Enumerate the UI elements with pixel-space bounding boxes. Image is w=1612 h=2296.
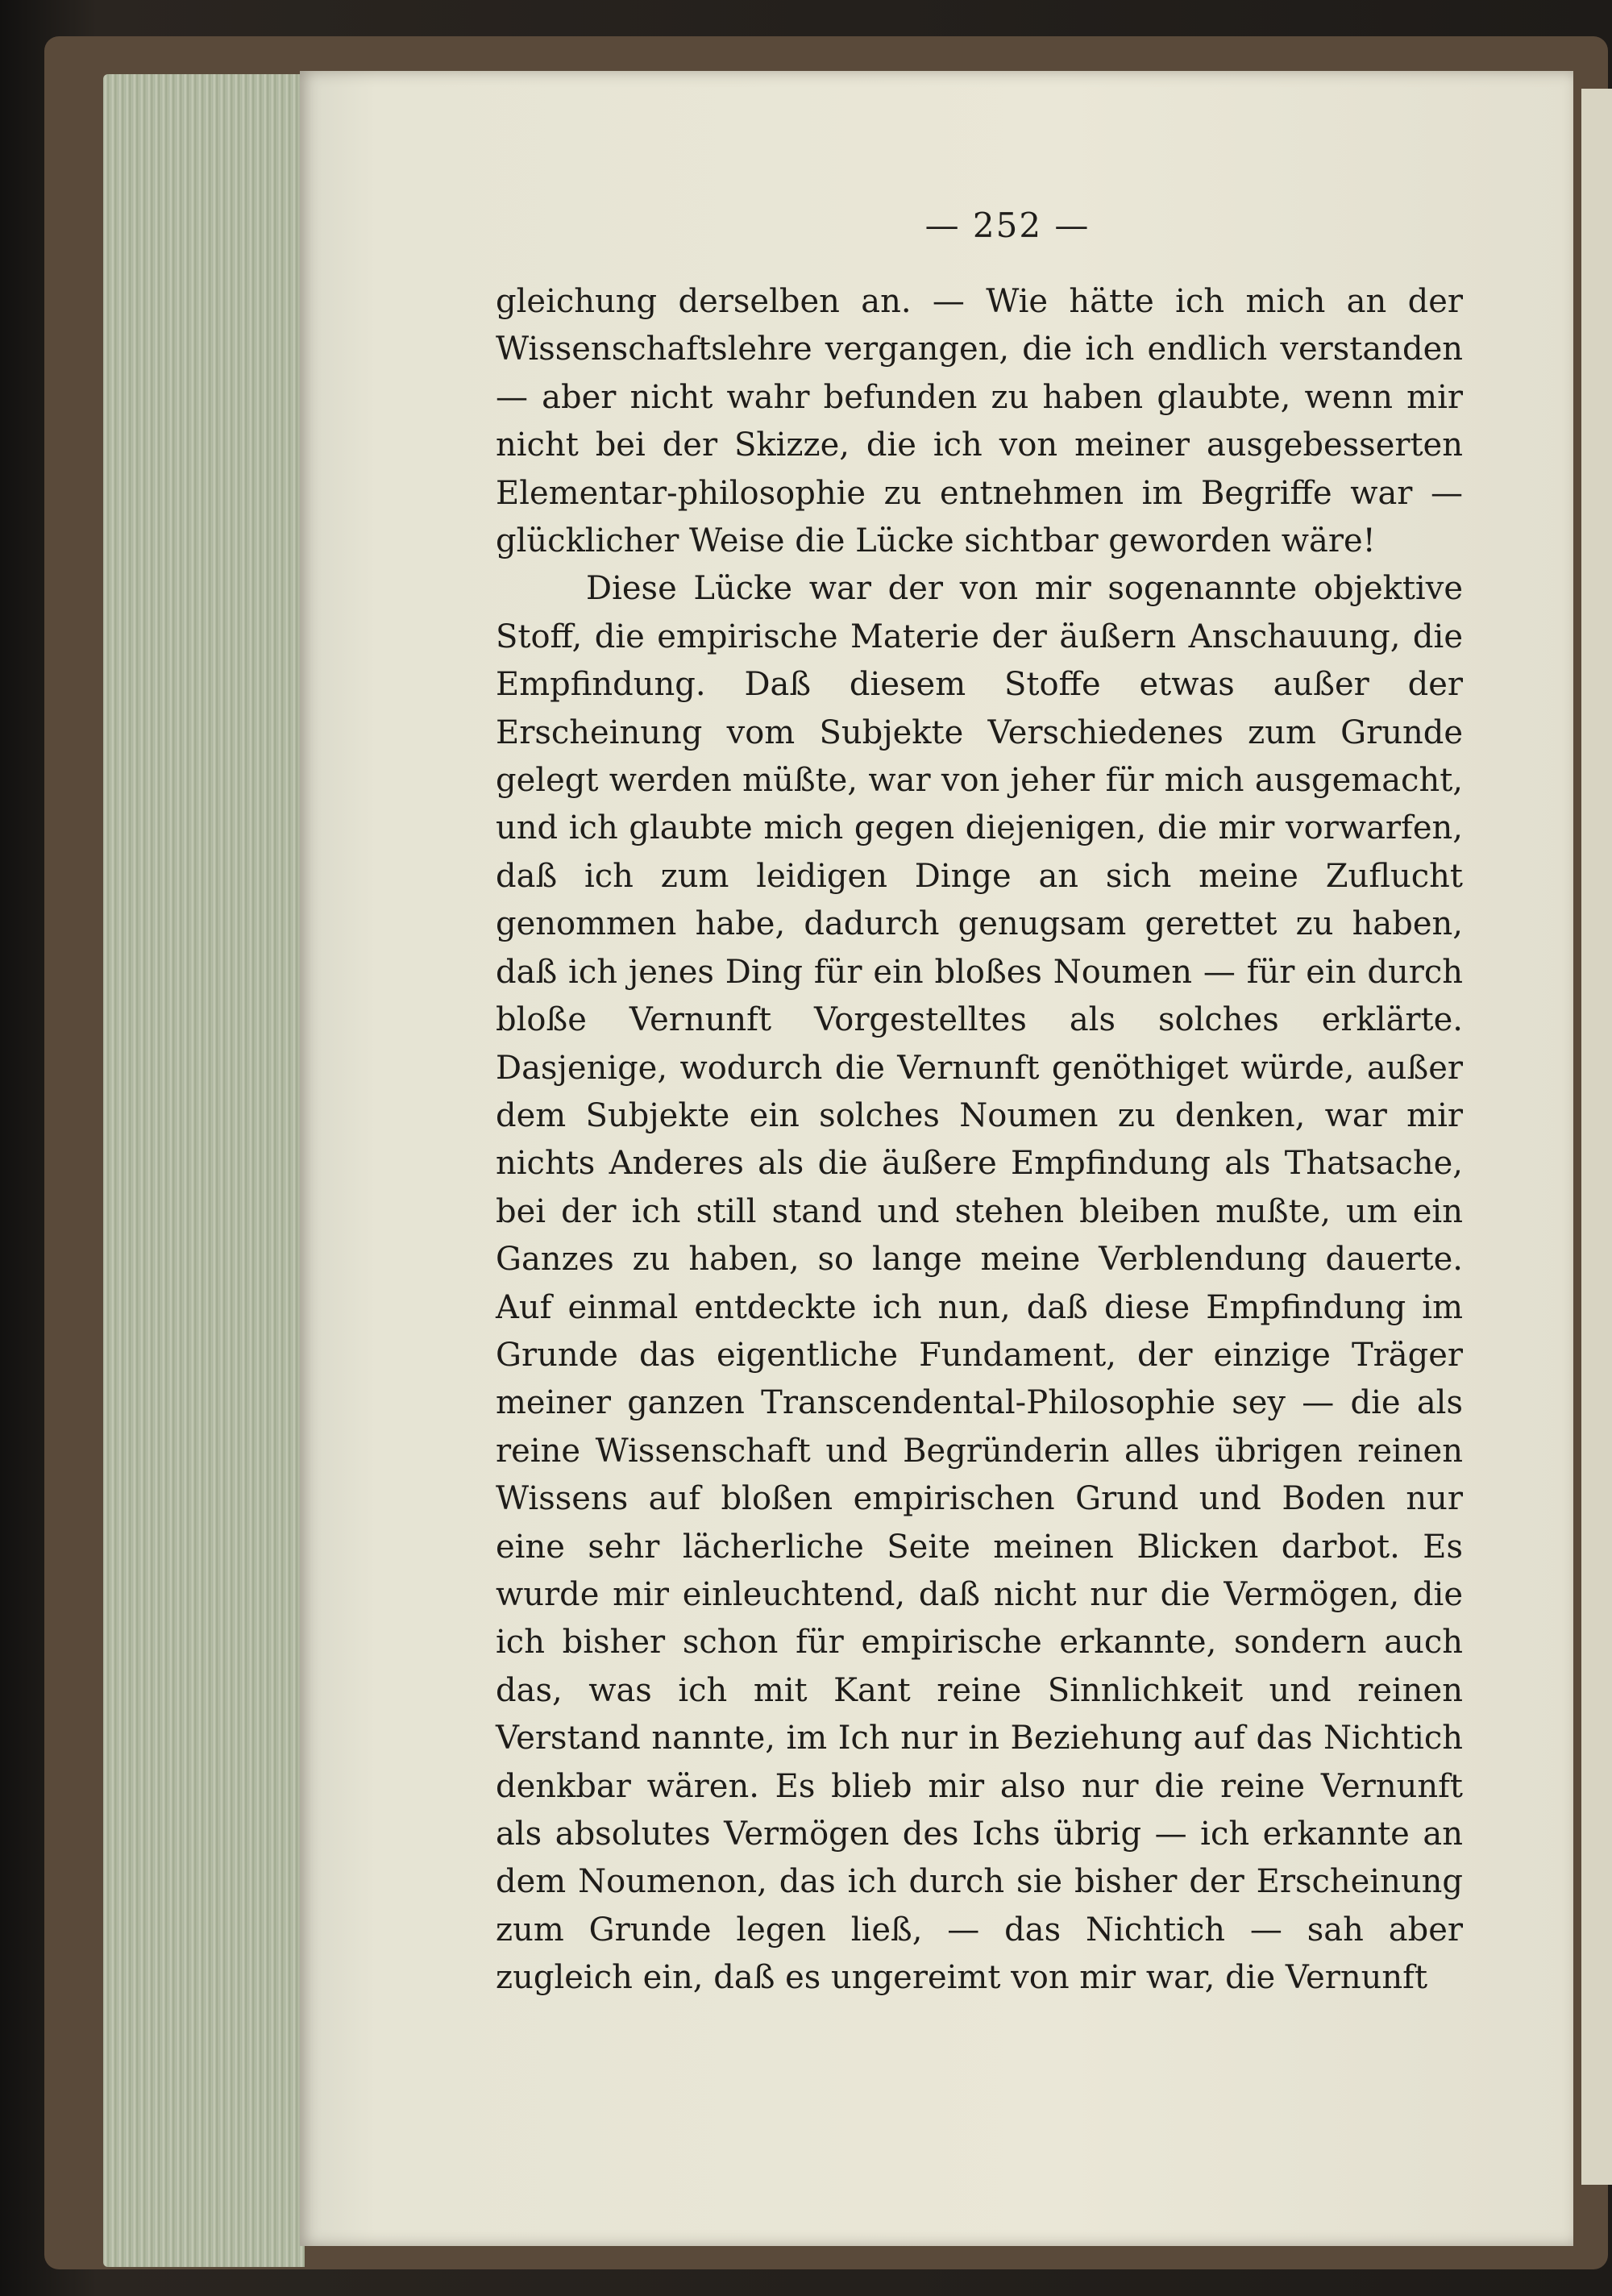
paragraph: Diese Lücke war der von mir sogenannte objektive Stoff, die empirische Materie der äußern Anschauung, die Empfindung. Daß diesem Stoffe etwas außer der Erscheinung vom Subjekte Verschiedenes zum Grunde gelegt werden müßte, war von jeher für mich ausgemacht, und ich glaubte mich gegen diejenigen, die mir vorwarfen, daß ich zum leidigen Dinge an sich meine Zuflucht genommen habe, dadurch genugsam gerettet zu haben, daß ich jenes Ding für ein bloßes Noumen — für ein durch bloße Vernunft Vorgestelltes als solches erklärte. Dasjenige, wodurch die Vernunft genöthiget würde, außer dem Subjekte ein solches Noumen zu denken, war mir nichts Anderes als die äußere Empfindung als Thatsache, bei der ich still stand und stehen bleiben mußte, um ein Ganzes zu haben, so lange meine Verblendung dauerte. Auf einmal entdeckte ich nun, daß diese Empfindung im Grunde das eigentliche Fundament, der einzige Träger meiner ganzen Transcendental-Philosophie sey — die als reine Wissenschaft und Begründerin alles übrigen reinen Wissens auf bloßen empirischen Grund und Boden nur eine sehr lächerliche Seite meinen Blicken darbot. Es wurde mir einleuchtend, daß nicht nur die Vermögen, die ich bisher schon für empirische erkannte, sondern auch das, was ich mit Kant reine Sinnlichkeit und reinen Verstand nannte, im Ich nur in Beziehung auf das Nichtich denkbar wären. Es blieb mir also nur die reine Vernunft als absolutes Vermögen des Ichs übrig — ich erkannte an dem Noumenon, das ich durch sie bisher der Erscheinung zum Grunde legen ließ, — das Nichtich — sah aber zugleich ein, daß es ungereimt von mir war, die Vernunft xyxy=(496,570,1463,1997)
page-body xyxy=(496,278,1463,2003)
page-edges xyxy=(103,74,305,2267)
page-number: — 252 — xyxy=(924,206,1091,245)
paragraph: gleichung derselben an. — Wie hätte ich mich an der Wissenschaftslehre vergangen, die ich endlich verstanden — aber nicht wahr befunden zu haben glaubte, wenn mir nicht bei der Skizze, die ich von meiner ausgebesserten Elementar-philosophie zu entnehmen im Begriffe war — glücklicher Weise die Lücke sichtbar geworden wäre! xyxy=(496,283,1463,560)
facing-page-edge xyxy=(1581,89,1612,2185)
